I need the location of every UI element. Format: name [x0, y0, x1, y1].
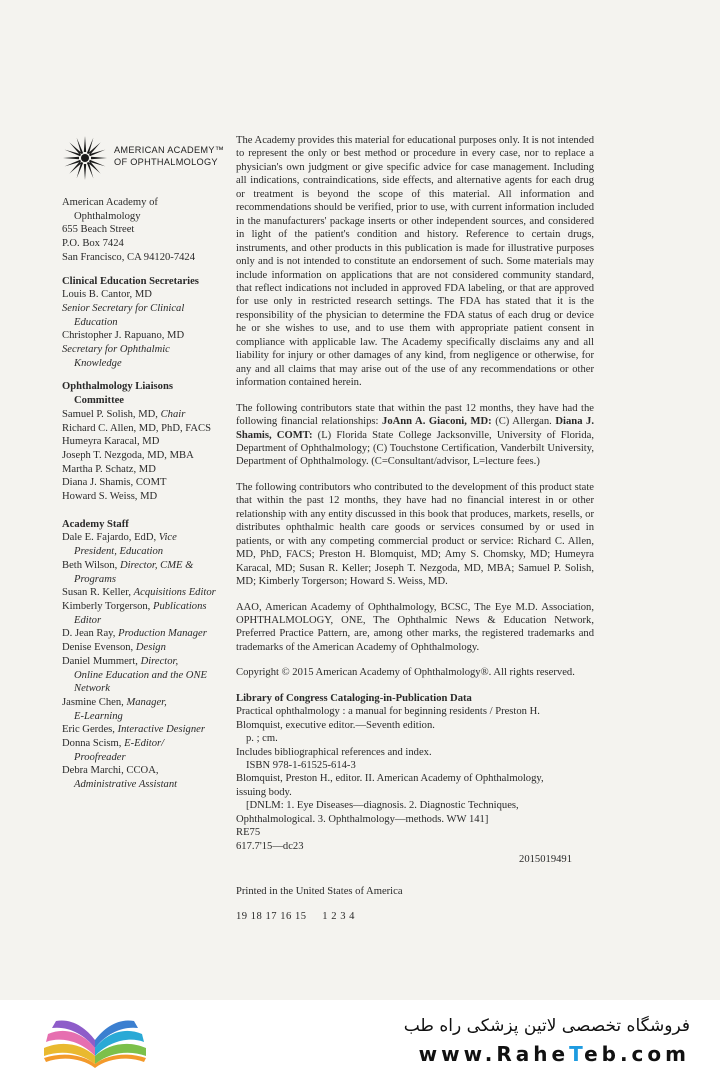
clinical-block [62, 275, 232, 371]
clinical-line: Education [74, 316, 118, 328]
staff-line: Administrative Assistant [74, 779, 178, 791]
cip-heading: Library of Congress Cataloging-in-Publication Data [236, 692, 472, 704]
address-block [62, 196, 232, 265]
clinical-line: Christopher J. Rapuano, MD [62, 330, 185, 342]
starburst-icon [62, 135, 108, 181]
cip-line: issuing body. [236, 786, 292, 798]
staff-line: Denise Evenson, Design [62, 642, 166, 654]
clinical-line: Senior Secretary for Clinical [62, 302, 185, 314]
clinical-line: Knowledge [74, 357, 122, 369]
cip-block [236, 692, 594, 867]
liaison-member: Richard C. Allen, MD, PhD, FACS [62, 422, 212, 434]
liaison-member: Diana J. Shamis, COMT [62, 477, 167, 489]
staff-line: Susan R. Keller, Acquisitions Editor [62, 587, 216, 599]
address-line: American Academy of [62, 197, 158, 208]
staff-line: President, Education [74, 546, 164, 558]
cip-number: 2015019491 [519, 854, 572, 866]
address-line: Ophthalmology [74, 210, 141, 222]
liaison-member: Howard S. Weiss, MD [62, 491, 158, 503]
logo-line-2: OF OPHTHALMOLOGY [114, 157, 218, 167]
staff-line: Beth Wilson, Director, CME & [62, 559, 194, 571]
staff-block [62, 518, 232, 792]
staff-line: Eric Gerdes, Interactive Designer [62, 724, 205, 736]
address-line: San Francisco, CA 94120-7424 [62, 251, 196, 263]
store-title: فروشگاه تخصصی لاتین پزشکی راه طب [403, 1016, 690, 1036]
staff-line: E-Learning [74, 710, 123, 722]
address-line: 655 Beach Street [62, 224, 135, 236]
liaison-member: Samuel P. Solish, MD, Chair [62, 408, 186, 420]
liaison-member: Humeyra Karacal, MD [62, 436, 160, 448]
financial-paragraph: The following contributors state that within the past 12 months, they have had the following financial relationships: JoAnn A. Giaconi, MD: (C) Allergan. Diana J. Shamis, COMT: (L) Florida State College Jacksonville, University of Florida, Department of Ophthalmology; (C) Touchstone Certification, Vanderbilt University, Department of Ophthalmology. (C=Consultant/advisor, L=lecture fees.) [236, 402, 595, 468]
cip-line: [DNLM: 1. Eye Diseases—diagnosis. 2. Diagnostic Techniques, [246, 800, 519, 812]
disclaimer-paragraph: The Academy provides this material for educational purposes only. It is not intended to represent the only or best method or procedure in every case, nor to replace a physician's own judgment or give specific advice for case management. Including all indications, contraindications, side effects, and alternative agents for each drug or treatment is beyond the scope of this material. All information and recommendations should be verified, prior to use, with current information included in the manufacturers' package inserts or other independent sources, and considered in light of the patient's condition and history. Reference to certain drugs, instruments, and other products in this publication is made for illustrative purposes only and is not intended to constitute an endorsement of such. Some materials may include information on applications that are not considered community standard, that reflect indications not included in approved FDA labeling, or that are approved for use only in restricted research settings. The FDA has stated that it is the responsibility of the physician to determine the FDA status of each drug or device he or she wishes to use, and to use them with appropriate patient consent in compliance with applicable law. The Academy specifically disclaims any and all liability for injury or other damages of any kind, from negligence or otherwise, for any and all claims that may arise out of the use of any recommendations or other information contained herein. [236, 135, 594, 389]
copyright-line: Copyright © 2015 American Academy of Ophthalmology®. All rights reserved. [236, 667, 575, 679]
liaison-member: Martha P. Schatz, MD [62, 463, 156, 475]
liaisons-heading: Ophthalmology Liaisons [62, 381, 173, 393]
cip-line: 617.7'15—dc23 [236, 840, 304, 852]
open-book-logo-icon [40, 1012, 150, 1070]
staff-line: Proofreader [74, 751, 126, 763]
staff-line: Donna Scism, E-Editor/ [62, 738, 165, 750]
staff-line: D. Jean Ray, Production Manager [62, 628, 207, 640]
store-website-link[interactable]: www.RaheTeb.com [418, 1042, 690, 1066]
clinical-heading: Clinical Education Secretaries [62, 275, 199, 287]
print-numbers: 19 18 17 16 15 1 2 3 4 [236, 911, 355, 923]
staff-line: Dale E. Fajardo, EdD, Vice [62, 532, 177, 544]
liaisons-block [62, 380, 232, 503]
cip-line: Blomquist, Preston H., editor. II. American Academy of Ophthalmology, [236, 773, 544, 785]
clinical-line: Louis B. Cantor, MD [62, 289, 152, 301]
trademarks-paragraph: AAO, American Academy of Ophthalmology, BCSC, The Eye M.D. Association, OPHTHALMOLOGY, ONE, The Ophthalmic News & Education Network, Preferred Practice Pattern, are, among other marks, the registered trademarks and trademarks of the American Academy of Ophthalmology. [236, 601, 594, 653]
staff-line: Editor [74, 614, 102, 626]
cip-line: Blomquist, executive editor.—Seventh edition. [236, 719, 435, 731]
logo-line-1: AMERICAN ACADEMY™ [114, 145, 225, 155]
cip-line: Ophthalmological. 3. Ophthalmology—methods. WW 141] [236, 813, 489, 825]
right-column [236, 134, 594, 924]
printed-line: Printed in the United States of America [236, 885, 403, 897]
cip-line: Practical ophthalmology : a manual for beginning residents / Preston H. [236, 706, 540, 718]
address-line: P.O. Box 7424 [62, 238, 124, 250]
cip-line: p. ; cm. [246, 733, 278, 745]
liaisons-heading: Committee [74, 395, 124, 407]
staff-heading: Academy Staff [62, 518, 129, 530]
cip-line: RE75 [236, 827, 261, 839]
no-interest-paragraph: The following contributors who contributed to the development of this product state that within the past 12 months, they have had no financial interest in or other relationship with any entity discussed in this book that produces, markets, resells, or distributes ophthalmic health care goods or services consumed by or used in patients, or with any competing commercial product or service: Richard C. Allen, MD, PhD, FACS; Preston H. Blomquist, MD; Amy S. Chomsky, MD; Humeyra Karacal, MD; Susan R. Keller; Joseph T. Nezgoda, MD, MBA; Samuel P. Solish, MD; Kimberly Torgerson; Howard S. Weiss, MD. [236, 481, 594, 588]
staff-line: Debra Marchi, CCOA, [62, 765, 159, 777]
left-column [62, 196, 232, 792]
cip-line: Includes bibliographical references and index. [236, 746, 432, 758]
staff-line: Programs [74, 573, 116, 585]
store-banner [0, 1000, 720, 1080]
staff-line: Kimberly Torgerson, Publications [62, 600, 207, 612]
staff-line: Daniel Mummert, Director, [62, 655, 179, 667]
staff-line: Network [74, 683, 110, 695]
staff-line: Online Education and the ONE [74, 669, 207, 681]
liaison-member: Joseph T. Nezgoda, MD, MBA [62, 449, 194, 461]
clinical-line: Secretary for Ophthalmic [62, 344, 170, 356]
cip-line: ISBN 978-1-61525-614-3 [246, 760, 356, 772]
staff-line: Jasmine Chen, Manager, [62, 696, 167, 708]
